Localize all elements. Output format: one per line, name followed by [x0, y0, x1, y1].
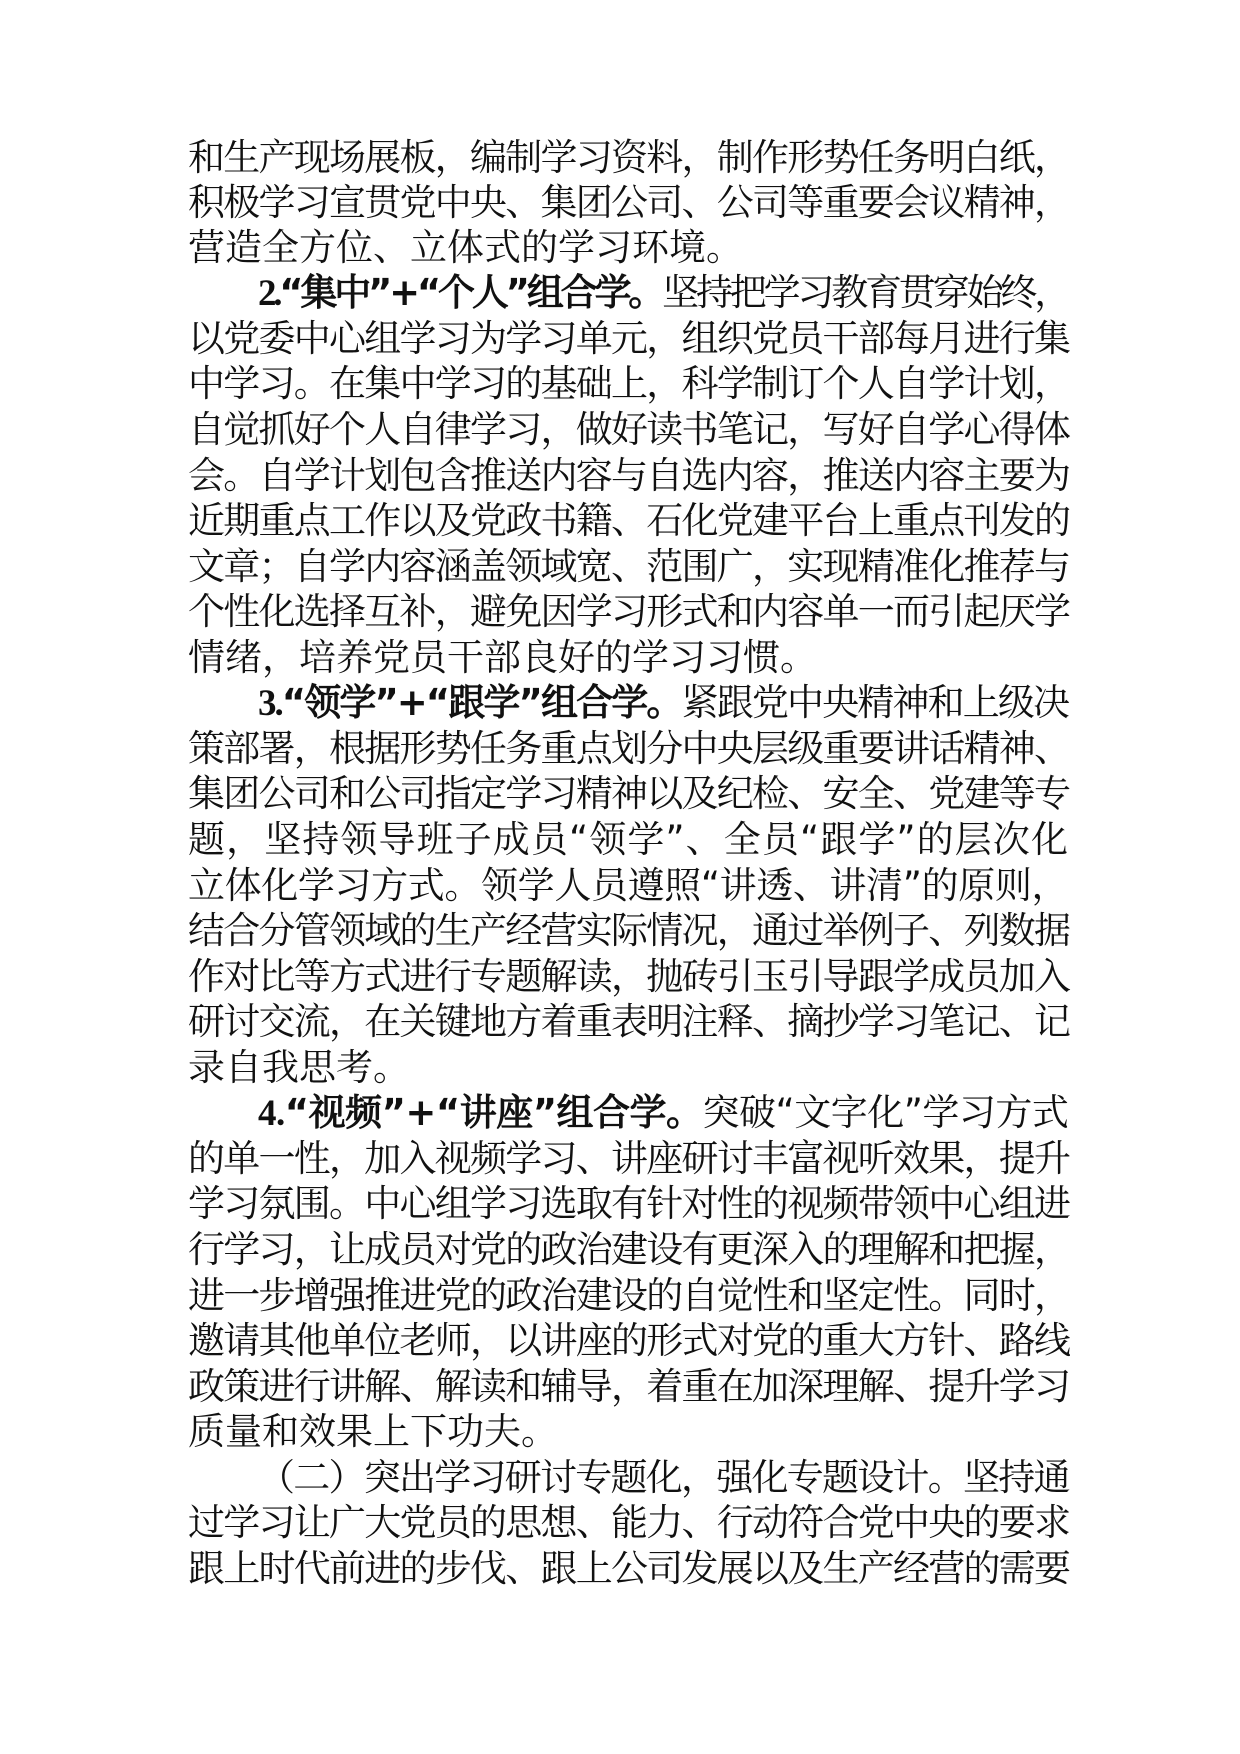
line-text: 以党委中心组学习为学习单元，组织党员干部每月进行集 — [188, 317, 1070, 360]
paragraph-line — [188, 817, 1068, 863]
line-text: 立体化学习方式。领学人员遵照“讲透、讲清”的原则， — [188, 864, 1068, 907]
paragraph-line — [188, 999, 1068, 1045]
paragraph-line — [188, 544, 1068, 590]
line-text: 录自我思考。 — [188, 1046, 410, 1089]
line-text: 自觉抓好个人自律学习，做好读书笔记，写好自学心得体 — [188, 408, 1070, 451]
line-text: 研讨交流，在关键地方着重表明注释、摘抄学习笔记、记 — [188, 1000, 1070, 1043]
item-number: 2. — [258, 273, 280, 314]
paragraph-line — [188, 407, 1068, 453]
paragraph-line — [188, 1273, 1068, 1319]
paragraph-line — [188, 589, 1068, 635]
paragraph-line — [188, 361, 1068, 407]
section-heading-line — [258, 1455, 1068, 1501]
line-text: 情绪，培养党员干部良好的学习习惯。 — [188, 636, 817, 679]
paragraph-line — [188, 908, 1068, 954]
subheading-line — [258, 270, 1068, 316]
paragraph-line — [188, 498, 1068, 544]
line-text: 积极学习宣贯党中央、集团公司、公司等重要会议精神， — [188, 181, 1070, 224]
line-text: 进一步增强推进党的政治建设的自觉性和坚定性。同时， — [188, 1274, 1070, 1317]
paragraph-line — [188, 1364, 1068, 1410]
line-text: 题，坚持领导班子成员“领学”、全员“跟学”的层次化 — [188, 818, 1068, 861]
line-text: （二）突出学习研讨专题化，强化专题设计。坚持通 — [258, 1456, 1069, 1499]
line-text: 个性化选择互补，避免因学习形式和内容单一而引起厌学 — [188, 590, 1070, 633]
line-text: 作对比等方式进行专题解读，抛砖引玉引导跟学成员加入 — [188, 955, 1070, 998]
item-number: 3. — [258, 683, 282, 724]
paragraph-line — [188, 1500, 1068, 1546]
line-text: 过学习让广大党员的思想、能力、行动符合党中央的要求 — [188, 1501, 1070, 1544]
line-text: 集团公司和公司指定学习精神以及纪检、安全、党建等专 — [188, 772, 1070, 815]
line-text: 坚持把学习教育贯穿始终， — [662, 271, 1068, 314]
line-text: 结合分管领域的生产经营实际情况，通过举例子、列数据 — [188, 909, 1070, 952]
item-heading: “领学”+“跟学”组合学。 — [281, 681, 682, 724]
line-text: 和生产现场展板，编制学习资料，制作形势任务明白纸， — [188, 136, 1070, 179]
paragraph-line — [188, 225, 1068, 271]
line-text: 紧跟党中央精神和上级决 — [681, 681, 1068, 724]
line-text: 学习氛围。中心组学习选取有针对性的视频带领中心组进 — [188, 1182, 1070, 1225]
paragraph-line — [188, 135, 1068, 181]
item-heading: “视频”+“讲座”组合学。 — [284, 1091, 703, 1134]
subheading-line — [258, 680, 1068, 726]
line-text: 会。自学计划包含推送内容与自选内容，推送内容主要为 — [188, 454, 1070, 497]
paragraph-line — [188, 1227, 1068, 1273]
item-heading: “集中”+“个人”组合学。 — [279, 271, 663, 314]
paragraph-line — [188, 1181, 1068, 1227]
line-text: 邀请其他单位老师，以讲座的形式对党的重大方针、路线 — [188, 1319, 1070, 1362]
paragraph-line — [188, 1546, 1068, 1592]
subheading-line — [258, 1090, 1068, 1136]
paragraph-line — [188, 1045, 1068, 1091]
line-text: 策部署，根据形势任务重点划分中央层级重要讲话精神、 — [188, 727, 1070, 770]
paragraph-line — [188, 1318, 1068, 1364]
paragraph-line — [188, 954, 1068, 1000]
line-text: 突破“文字化”学习方式 — [702, 1091, 1069, 1134]
line-text: 文章；自学内容涵盖领域宽、范围广，实现精准化推荐与 — [188, 545, 1070, 588]
paragraph-line — [188, 771, 1068, 817]
paragraph-line — [188, 863, 1068, 909]
line-text: 近期重点工作以及党政书籍、石化党建平台上重点刊发的 — [188, 499, 1070, 542]
paragraph-line — [188, 316, 1068, 362]
line-text: 的单一性，加入视频学习、讲座研讨丰富视听效果，提升 — [188, 1137, 1070, 1180]
line-text: 政策进行讲解、解读和辅导，着重在加深理解、提升学习 — [188, 1365, 1070, 1408]
paragraph-line — [188, 1136, 1068, 1182]
paragraph-line — [188, 1409, 1068, 1455]
paragraph-line — [188, 453, 1068, 499]
line-text: 质量和效果上下功夫。 — [188, 1410, 558, 1453]
paragraph-line — [188, 180, 1068, 226]
line-text: 行学习，让成员对党的政治建设有更深入的理解和把握， — [188, 1228, 1070, 1271]
line-text: 营造全方位、立体式的学习环境。 — [188, 226, 743, 269]
line-text: 跟上时代前进的步伐、跟上公司发展以及生产经营的需要 — [188, 1547, 1070, 1590]
paragraph-line — [188, 726, 1068, 772]
item-number: 4. — [258, 1093, 285, 1134]
paragraph-line — [188, 635, 1068, 681]
line-text: 中学习。在集中学习的基础上，科学制订个人自学计划， — [188, 362, 1070, 405]
